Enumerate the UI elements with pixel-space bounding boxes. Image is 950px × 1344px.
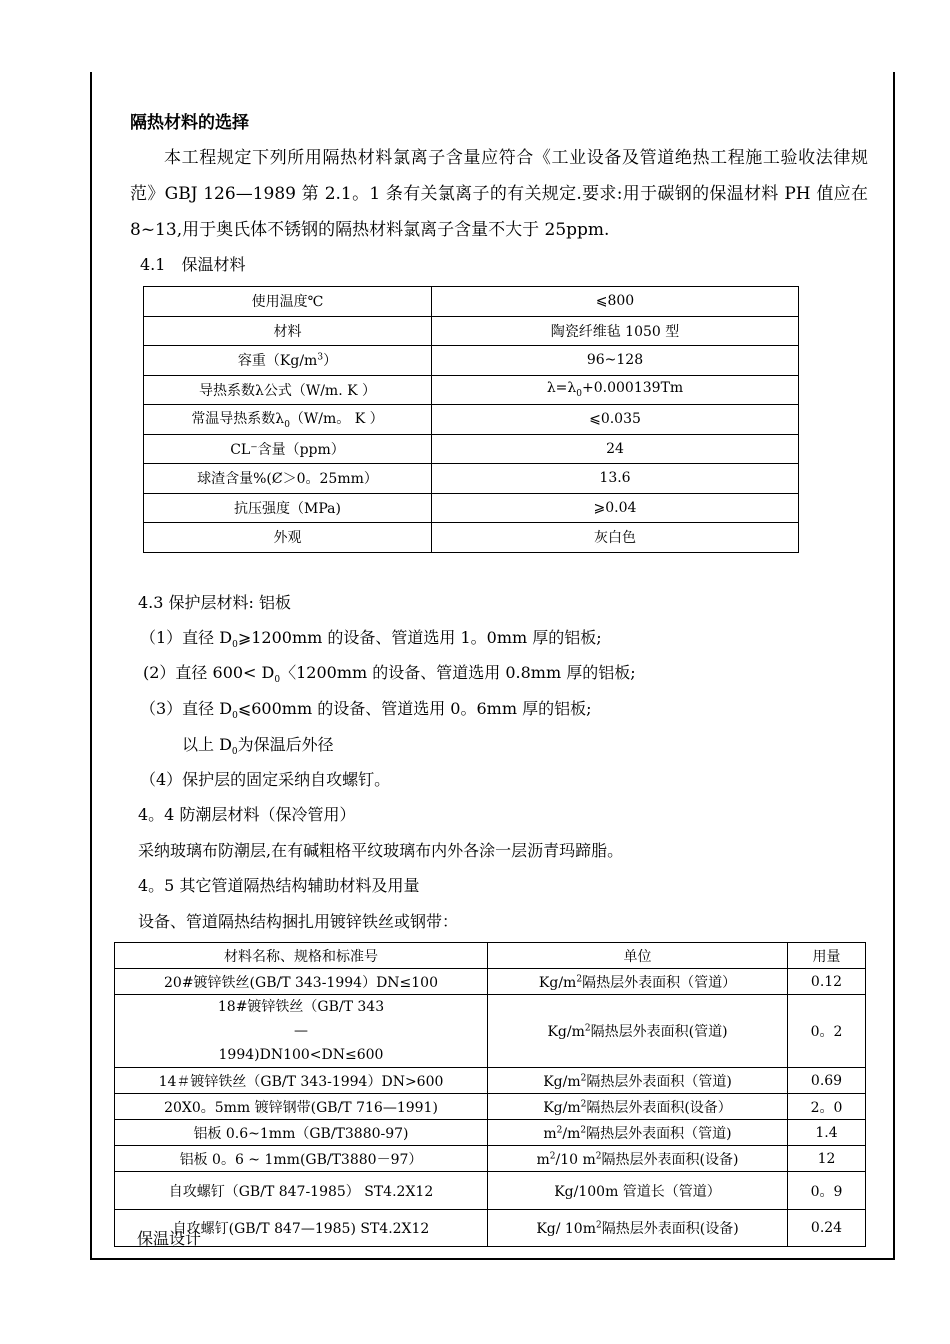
material-qty: 0。2: [788, 995, 866, 1068]
material-qty: 0.69: [788, 1068, 866, 1094]
section-heading: 隔热材料的选择: [130, 113, 249, 133]
table-row: [144, 316, 799, 346]
table-row: [115, 1146, 866, 1172]
material-qty: 0.12: [788, 969, 866, 995]
table-row: [144, 434, 799, 464]
spec-label: 使用温度℃: [144, 287, 432, 317]
spec-value: ⩽800: [432, 287, 799, 317]
column-header: 用量: [788, 943, 866, 969]
protective-item-4: （4）保护层的固定采纳自攻螺钉。: [140, 770, 391, 789]
moisture-text: 采纳玻璃布防潮层,在有碱粗格平纹玻璃布内外各涂一层沥青玛蹄脂。: [138, 841, 624, 860]
footer-text: 保温设计: [137, 1229, 202, 1248]
material-unit: $Kg/m^2$隔热层外表面积（管道): [488, 1068, 788, 1094]
spec-label: 抗压强度（MPa): [144, 493, 432, 523]
material-unit: $m^2/10$ $m^2$隔热层外表面积(设备): [488, 1146, 788, 1172]
insulation-spec-table: [143, 286, 799, 553]
protective-item-1: （1）直径 $D_0⩾1200mm$ 的设备、管道选用 1。0mm 厚的铝板;: [140, 628, 602, 651]
spec-value: 陶瓷纤维毡 1050 型: [432, 316, 799, 346]
material-qty: 0.24: [788, 1210, 866, 1247]
aux-materials-table: [114, 942, 866, 1247]
spec-label: 球渣含量%(Ȼ＞0。25mm）: [144, 464, 432, 494]
spec-value: 96~128: [432, 346, 799, 376]
material-qty: 1.4: [788, 1120, 866, 1146]
table-row: [144, 405, 799, 435]
material-name: 铝板 0。6 ~ 1mm(GB/T3880－97）: [115, 1146, 488, 1172]
table-row: [144, 375, 799, 405]
intro-paragraph: 本工程规定下列所用隔热材料氯离子含量应符合《工业设备及管道绝热工程施工验收法律规范》GBJ 126—1989 第 2.1。1 条有关氯离子的有关规定.要求:用于碳钢的保温材料 PH 值应在 8~13,用于奥氏体不锈钢的隔热材料氯离子含量不大于 25ppm.: [130, 148, 868, 240]
spec-label: 外观: [144, 523, 432, 553]
spec-value: $\lambda=\lambda_0+0.000139Tm$: [432, 375, 799, 405]
material-name: 18#镀锌铁丝（GB/T 343—1994)DN100<DN≤600: [115, 995, 488, 1068]
column-header: 单位: [488, 943, 788, 969]
material-qty: 2。0: [788, 1094, 866, 1120]
column-header: 材料名称、规格和标准号: [115, 943, 488, 969]
spec-value: 13.6: [432, 464, 799, 494]
section-4-3-title: 4.3 保护层材料: 铝板: [138, 593, 292, 612]
table-row: [115, 969, 866, 995]
spec-value: 灰白色: [432, 523, 799, 553]
spec-label: CL⁻含量（ppm）: [144, 434, 432, 464]
material-name: 自攻螺钉（GB/T 847-1985） ST4.2X12: [115, 1172, 488, 1210]
material-qty: 0。9: [788, 1172, 866, 1210]
material-unit: $m^2/m^2$隔热层外表面积（管道): [488, 1120, 788, 1146]
table-row: [115, 1068, 866, 1094]
material-unit: $Kg/m^2$隔热层外表面积(管道): [488, 995, 788, 1068]
material-name: 14＃镀锌铁丝（GB/T 343-1994）DN>600: [115, 1068, 488, 1094]
section-4-5-title: 4。5 其它管道隔热结构辅助材料及用量: [138, 876, 420, 895]
section-4-4-title: 4。4 防潮层材料（保冷管用）: [138, 805, 356, 824]
table-row: [115, 1210, 866, 1247]
spec-label: 导热系数λ公式（W/m. K ）: [144, 375, 432, 405]
section-4-1-title: 4.1 保温材料: [140, 255, 246, 274]
material-unit: $Kg/m^2$隔热层外表面积(设备）: [488, 1094, 788, 1120]
material-name: 自攻螺钉(GB/T 847—1985) ST4.2X12: [115, 1210, 488, 1247]
spec-value: ⩾0.04: [432, 493, 799, 523]
table-row: [144, 346, 799, 376]
spec-label: 常温导热系数$\lambda_0(W/m$。 K ）: [144, 405, 432, 435]
binding-text: 设备、管道隔热结构捆扎用镀锌铁丝或钢带：: [138, 912, 459, 931]
table-row: [115, 1172, 866, 1210]
table-row: [115, 1094, 866, 1120]
table-row: [144, 287, 799, 317]
protective-item-2: (2）直径 $600< D_0$〈1200mm 的设备、管道选用 0.8mm 厚的铝板;: [143, 663, 636, 686]
table-row: [144, 464, 799, 494]
material-unit: Kg/100m 管道长（管道）: [488, 1172, 788, 1210]
spec-label: 材料: [144, 316, 432, 346]
table-row: [144, 523, 799, 553]
spec-value: ⩽0.035: [432, 405, 799, 435]
table-row: [115, 1120, 866, 1146]
table-row: [115, 995, 866, 1068]
material-name: 20X0。5mm 镀锌钢带(GB/T 716—1991): [115, 1094, 488, 1120]
material-name: 20#镀锌铁丝(GB/T 343-1994）DN≤100: [115, 969, 488, 995]
material-unit: Kg/ $10m^2$隔热层外表面积(设备): [488, 1210, 788, 1247]
table-row: [144, 493, 799, 523]
spec-value: 24: [432, 434, 799, 464]
material-name: 铝板 0.6~1mm（GB/T3880-97): [115, 1120, 488, 1146]
table-header-row: [115, 943, 866, 969]
spec-label: 容重$(Kg/m^3)$: [144, 346, 432, 376]
diameter-note: 以上 $D_0$为保温后外径: [182, 735, 334, 758]
material-qty: 12: [788, 1146, 866, 1172]
material-unit: $Kg/m^2$隔热层外表面积（管道）: [488, 969, 788, 995]
protective-item-3: （3）直径 $D_0⩽600mm$ 的设备、管道选用 0。6mm 厚的铝板;: [140, 699, 592, 722]
